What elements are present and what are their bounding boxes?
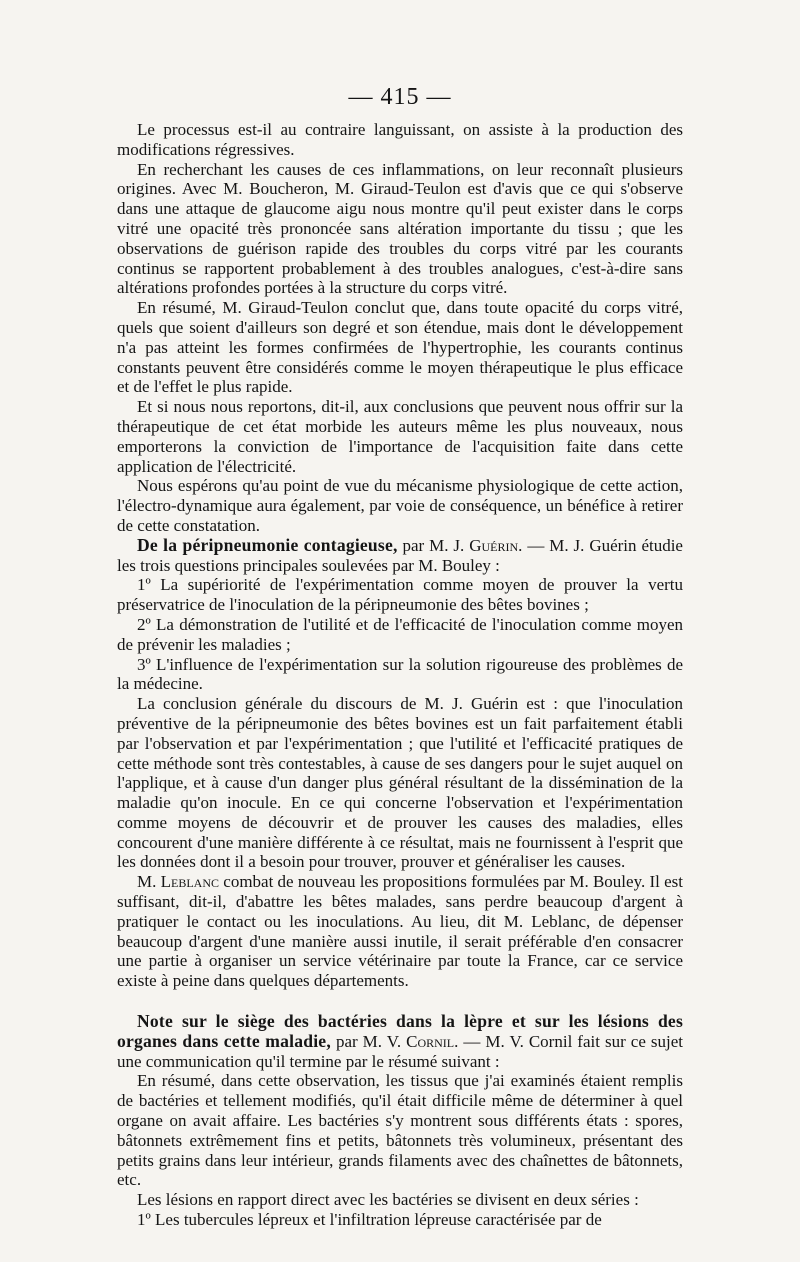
paragraph: En résumé, dans cette observation, les tissus que j'ai examinés étaient remplis de bactéries et tellement modifiés, qu'il était difficile même de déterminer à quel organe on avait affaire. Les bactéries s'y montrent sous différents états : spores, bâtonnets extrêmement fins et petits, bâtonnets très volumineux, présentant des petits grains dans leur intérieur, grands filaments avec des chaînettes de bâtonnets, etc.	[117, 1071, 683, 1190]
section-heading: Note sur le siège des bactéries dans la lèpre et sur les lésions des organes dans cette maladie,	[117, 1011, 683, 1051]
author-name: Cornil	[406, 1031, 455, 1051]
paragraph: La conclusion générale du discours de M. J. Guérin est : que l'inoculation préventive de la péripneumonie des bêtes bovines est un fait parfaitement établi par l'observation et par l'expérimentation ; que l'utilité et l'efficacité pratiques de cette méthode sont très contestables, à cause de ses dangers pour le sujet auquel on l'applique, et à cause d'un danger plus général résultant de la dissémination de la maladie qu'on inocule. En ce qui concerne l'observation et l'expérimentation comme moyens de découvrir et de prouver les causes des maladies, elles concourent d'une manière différente à ce résultat, mais ne fournissent à l'esprit que les données dont il a besoin pour trouver, prouver et généraliser les causes.	[117, 694, 683, 872]
paragraph	[117, 872, 683, 991]
list-item: 3º L'influence de l'expérimentation sur la solution rigoureuse des problèmes de la médecine.	[117, 654, 683, 694]
author-name: Guérin	[469, 535, 519, 555]
paragraph: Nous espérons qu'au point de vue du mécanisme physiologique de cette action, l'électro-dynamique aura également, par voie de conséquence, un bénéfice à retirer de cette constatation.	[117, 476, 683, 535]
section-lead: . — M. V. Cornil fait sur ce sujet une communication qu'il termine par le résumé suivant :	[117, 1031, 683, 1071]
paragraph: Le processus est-il au contraire languissant, on assiste à la production des modifications régressives.	[117, 120, 683, 159]
body-text	[117, 120, 683, 1230]
section-lead: par M. V.	[330, 1031, 407, 1051]
paragraph: 1º Les tubercules lépreux et l'infiltration lépreuse caractérisée par de	[137, 1210, 602, 1230]
section-peripneumonie	[117, 536, 683, 576]
text-fragment: M.	[137, 872, 161, 892]
paragraph: En recherchant les causes de ces inflammations, on leur reconnaît plusieurs origines. Avec M. Boucheron, M. Giraud-Teulon est d'avis que ce qui s'observe dans une attaque de glaucome aigu nous montre qu'il peut exister dans le corps vitré une opacité très prononcée sans altération importante du tissu ; que les observations de guérison rapide des troubles du corps vitré par les courants continus se rapportent probablement à des troubles analogues, c'est-à-dire sans altérations profondes portées à la structure du corps vitré.	[117, 159, 683, 298]
paragraph: Et si nous nous reportons, dit-il, aux conclusions que peuvent nous offrir sur la thérapeutique de cet état morbide les auteurs même les plus nouveaux, nous emporterons la conviction de l'importance de l'acquisition faite dans cette application de l'électricité.	[117, 397, 683, 476]
section-heading: De la péripneumonie contagieuse,	[137, 534, 398, 555]
section-lead: par M. J.	[397, 535, 470, 555]
paragraph: Les lésions en rapport direct avec les bactéries se divisent en deux séries :	[137, 1190, 639, 1210]
section-lead: . — M. J. Guérin étudie les trois questions principales soulevées par M. Bouley :	[117, 535, 683, 575]
list-item: 2º La démonstration de l'utilité et de l'efficacité de l'inoculation comme moyen de prévenir les maladies ;	[117, 614, 683, 654]
text-fragment: combat de nouveau les propositions formulées par M. Bouley. Il est suffisant, dit-il, d'abattre les bêtes malades, sans perdre beaucoup d'argent à pratiquer le contact ou les inoculations. Au lieu, dit M. Leblanc, de dépenser beaucoup d'argent d'une manière aussi inutile, il serait préférable d'en consacrer une partie à organiser un service vétérinaire par toute la France, car ce service existe à peine dans quelques départements.	[117, 872, 683, 991]
author-name: Leblanc	[160, 872, 220, 892]
page-number: — 415 —	[348, 84, 452, 110]
paragraph: En résumé, M. Giraud-Teulon conclut que, dans toute opacité du corps vitré, quels que soient d'ailleurs son degré et son étendue, mais dont le développement n'a pas atteint les formes confirmées de l'hypertrophie, les courants continus constants peuvent être considérés comme le moyen thérapeutique le plus efficace et de l'effet le plus rapide.	[117, 298, 683, 397]
section-lepre	[117, 1012, 683, 1071]
list-item: 1º La supériorité de l'expérimentation comme moyen de prouver la vertu préservatrice de l'inoculation de la péripneumonie des bêtes bovines ;	[117, 575, 683, 615]
